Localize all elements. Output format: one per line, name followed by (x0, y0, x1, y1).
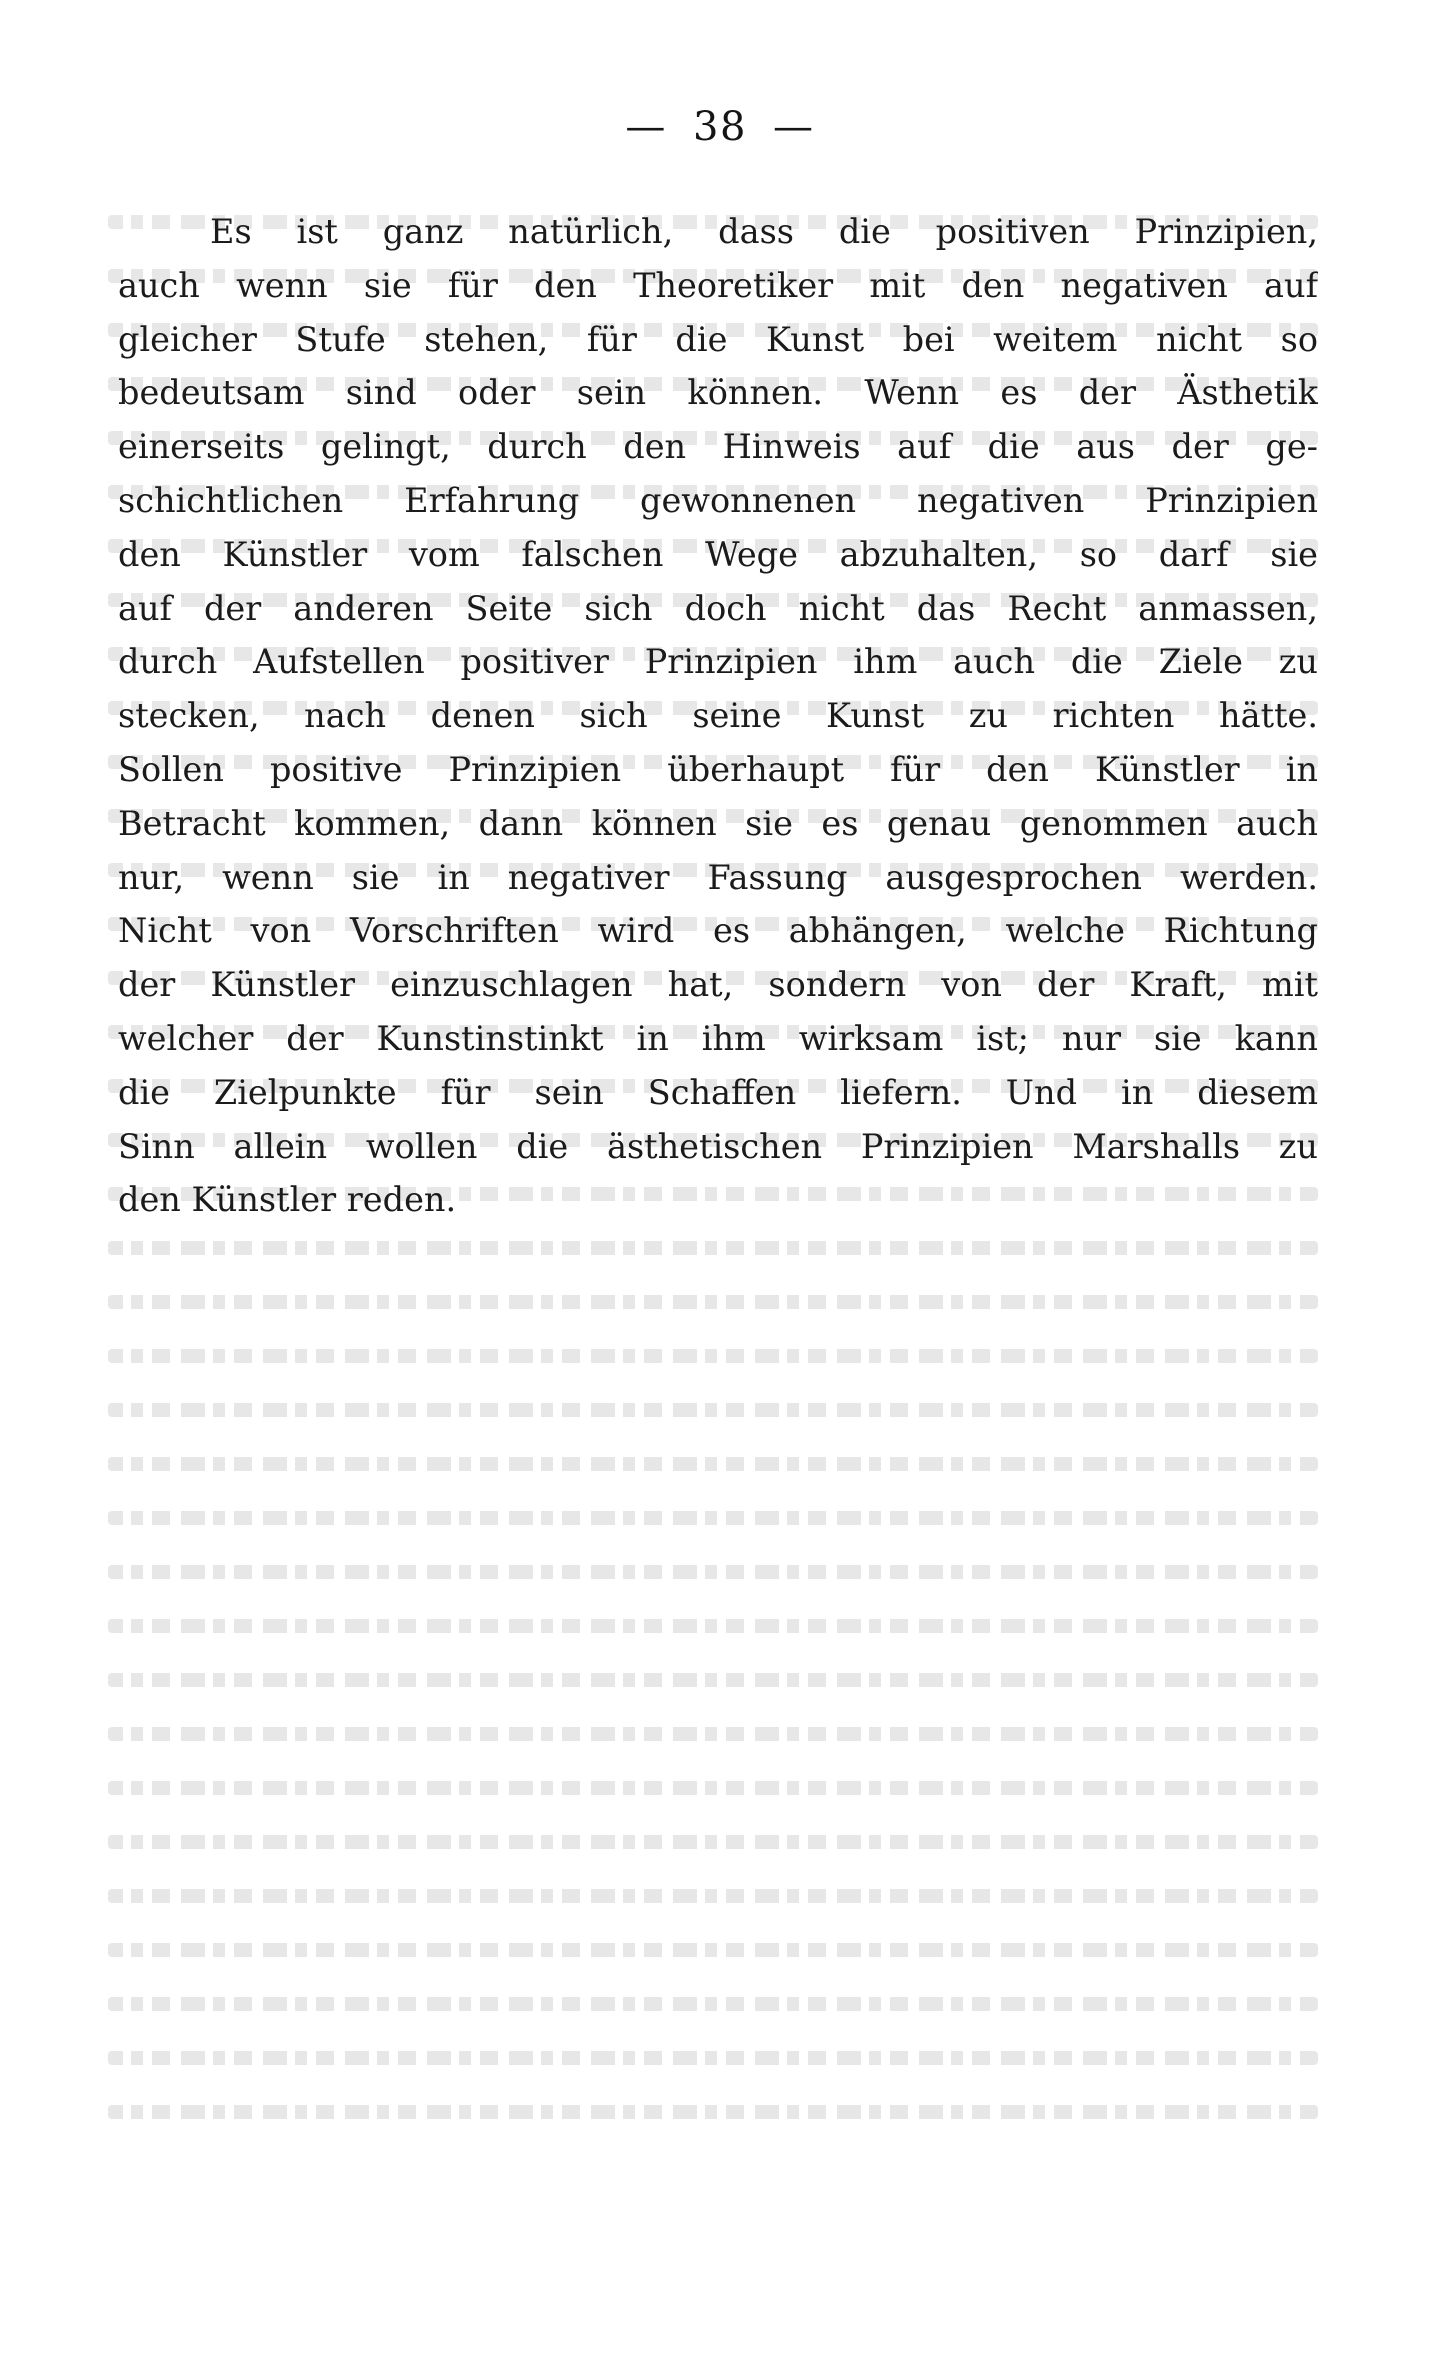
paragraph-line: schichtlichen Erfahrung gewonnenen negativen Prinzipien (118, 480, 1318, 520)
paragraph-line: Betracht kommen, dann können sie es genau genommen auch (118, 803, 1318, 843)
paragraph-line: die Zielpunkte für sein Schaffen liefern. Und in diesem (118, 1072, 1318, 1112)
paragraph-line: auch wenn sie für den Theoretiker mit den negativen auf (118, 265, 1318, 305)
paragraph-line: Sinn allein wollen die ästhetischen Prinzipien Marshalls zu (118, 1126, 1318, 1166)
page-header (0, 104, 1440, 150)
paragraph-line: Es ist ganz natürlich, dass die positiven Prinzipien, (210, 212, 1318, 251)
paragraph-line: auf der anderen Seite sich doch nicht das Recht anmassen, (118, 588, 1318, 628)
paragraph-line: der Künstler einzuschlagen hat, sondern von der Kraft, mit (118, 965, 1318, 1005)
paragraph-line: den Künstler reden. (118, 1180, 457, 1220)
page-number: 38 (692, 104, 748, 150)
paragraph-line: nur, wenn sie in negativer Fassung ausgesprochen werden. (118, 857, 1318, 897)
paragraph-line: durch Aufstellen positiver Prinzipien ihm auch die Ziele zu (118, 642, 1318, 682)
paragraph-line: gleicher Stufe stehen, für die Kunst bei weitem nicht so (118, 319, 1318, 359)
body-paragraph (118, 205, 1318, 1227)
paragraph-line: stecken, nach denen sich seine Kunst zu richten hätte. (118, 696, 1318, 736)
paragraph-line: Sollen positive Prinzipien überhaupt für den Künstler in (118, 749, 1318, 789)
paragraph-line: den Künstler vom falschen Wege abzuhalten, so darf sie (118, 534, 1318, 574)
paragraph-line: Nicht von Vorschriften wird es abhängen, welche Richtung (118, 911, 1318, 951)
header-right-dash: — (773, 104, 815, 150)
paragraph-line: welcher der Kunstinstinkt in ihm wirksam ist; nur sie kann (118, 1018, 1318, 1058)
paragraph-line: bedeutsam sind oder sein können. Wenn es der Ästhetik (118, 373, 1318, 413)
header-left-dash: — (625, 104, 667, 150)
paragraph-line: einerseits gelingt, durch den Hinweis auf die aus der ge- (118, 427, 1318, 467)
